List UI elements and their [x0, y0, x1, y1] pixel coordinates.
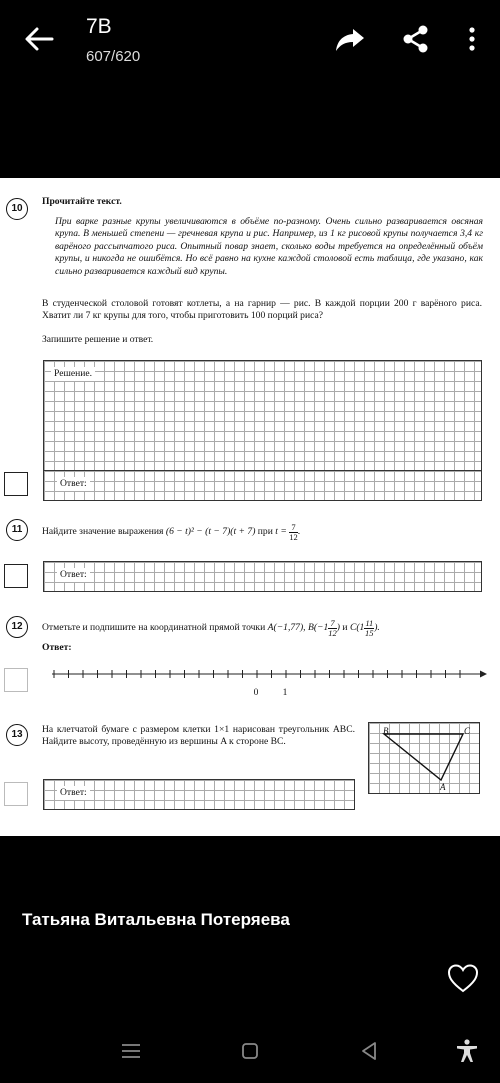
q12-point-a: A(−1,77), — [267, 622, 306, 634]
page-title: 7В — [86, 15, 112, 38]
q11-answer-grid[interactable] — [43, 561, 482, 592]
q13-answer-grid[interactable] — [43, 779, 355, 810]
tick-label-zero: 0 — [253, 688, 259, 698]
question-number-12: 12 — [6, 616, 28, 638]
system-nav-bar — [0, 1030, 500, 1070]
q11-answer-label: Ответ: — [57, 568, 90, 582]
solution-label: Решение. — [51, 367, 95, 381]
nav-back-icon[interactable] — [355, 1038, 383, 1064]
question-number-11: 11 — [6, 519, 28, 541]
triangle-abc — [368, 722, 478, 792]
q11-text: Найдите значение выражения (6 − t)² − (t − 7)(t + 7) при t = $\frac{7}{12}$ . — [42, 522, 301, 542]
q12-point-b: B(−1 $\frac{7}{12}$ ) — [307, 618, 340, 638]
heart-icon[interactable] — [447, 963, 479, 993]
q11-prefix: Найдите значение выражения — [42, 526, 164, 538]
q10-answer-label: Ответ: — [57, 477, 90, 491]
q10-instruction: Запишите решение и ответ. — [42, 334, 154, 345]
q10-heading: Прочитайте текст. — [42, 196, 122, 207]
q13-answer-label: Ответ: — [57, 786, 90, 800]
page-counter: 607/620 — [86, 48, 141, 65]
q12-answer-label: Ответ: — [42, 642, 72, 653]
q10-passage: При варке разные крупы увеличиваются в объёме по-разному. Очень сильно разваривается овсяная крупа. В меньшей степени — гречневая крупа и рис. Например, из 1 кг рисовой крупы получается 3,4 кг варёного рассыпчатого риса. Опытный повар знает, сколько воды требуется на определённый объём крупы, и никогда не ошибётся. Но всё равно на кухне каждой столовой есть таблица, где указано, как сильно разваривается каждый вид крупы. — [55, 216, 483, 277]
q11-answer-checkbox[interactable] — [4, 564, 28, 588]
vertex-c-label: C — [464, 726, 471, 736]
tick-label-one: 1 — [282, 688, 288, 698]
document-page — [0, 178, 500, 836]
q10-answer-checkbox[interactable] — [4, 472, 28, 496]
coordinate-line[interactable] — [48, 664, 488, 700]
nav-menu-icon[interactable] — [117, 1038, 145, 1064]
q11-expression: (6 − t)² − (t − 7)(t + 7) — [165, 526, 256, 538]
author-name: Татьяна Витальевна Потеряева — [22, 910, 290, 929]
q12-prefix: Отметьте и подпишите на координатной прямой точки — [42, 622, 266, 634]
q13-text: На клетчатой бумаге с размером клетки 1×1 нарисован треугольник ABC. Найдите высоту, проведённую из вершины A к стороне BC. — [42, 724, 355, 748]
q11-var: t = — [275, 526, 287, 538]
q13-answer-checkbox[interactable] — [4, 782, 28, 806]
more-vert-icon[interactable] — [455, 22, 489, 56]
q12-text: Отметьте и подпишите на координатной прямой точки A(−1,77), B(−1 $\frac{7}{12}$ ) и C(1 $\frac{11}{15}$ ). — [42, 618, 380, 638]
nav-home-icon[interactable] — [236, 1038, 264, 1064]
vertex-b-label: B — [383, 726, 389, 736]
back-arrow-icon[interactable] — [22, 22, 56, 56]
question-number-10: 10 — [6, 198, 28, 220]
share-forward-icon[interactable] — [333, 22, 367, 56]
q12-point-c: C(1 $\frac{11}{15}$ ). — [349, 618, 380, 638]
q10-answer-grid[interactable] — [43, 470, 482, 501]
accessibility-icon[interactable] — [453, 1038, 481, 1064]
question-number-13: 13 — [6, 724, 28, 746]
vertex-a-label: A — [440, 782, 446, 792]
q10-question: В студенческой столовой готовят котлеты, а на гарнир — рис. В каждой порции 200 г варёного риса. Хватит ли 7 кг крупы для того, чтобы приготовить 100 порций риса? — [42, 298, 482, 322]
app-bar — [0, 0, 500, 80]
q11-at: при — [257, 526, 273, 538]
q12-answer-checkbox[interactable] — [4, 668, 28, 692]
q11-fraction: $\frac{7}{12}$ — [289, 522, 298, 542]
share-nodes-icon[interactable] — [399, 22, 433, 56]
